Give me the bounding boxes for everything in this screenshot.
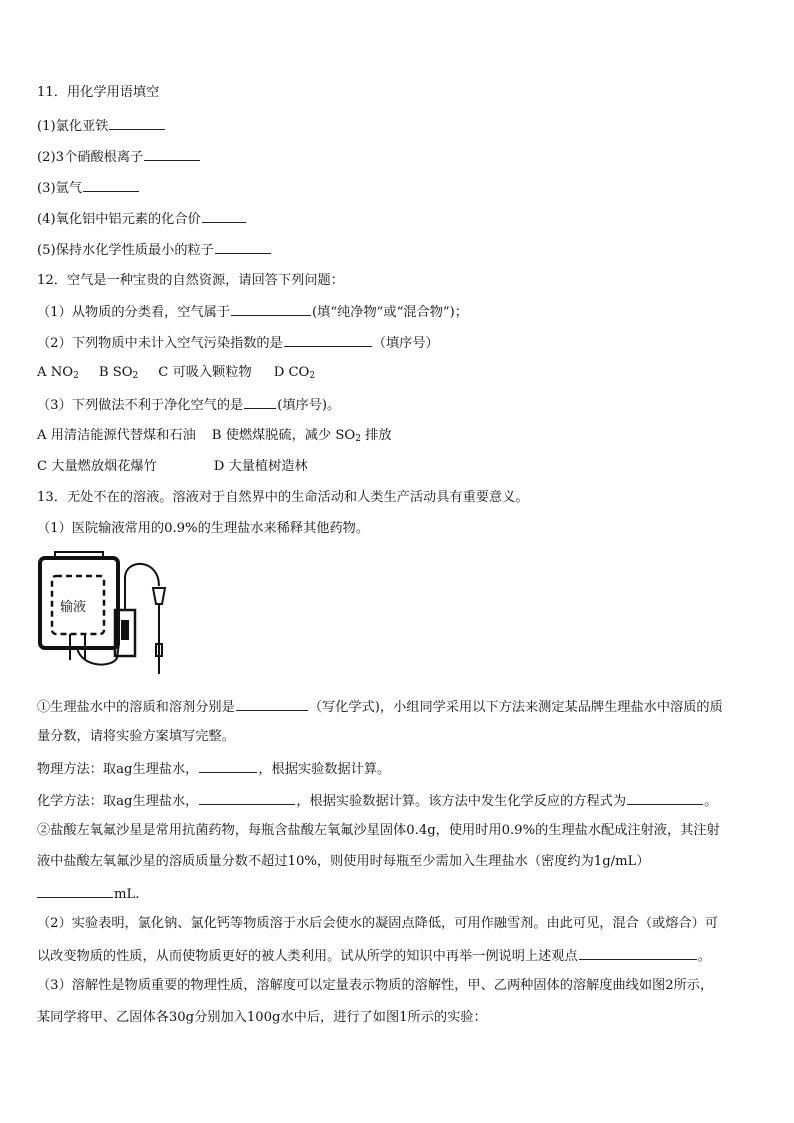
q11-item-5-text: (5)保持水化学性质最小的粒子 (37, 243, 214, 258)
q13-c2-line1: ②盐酸左氧氟沙星是常用抗菌药物，每瓶含盐酸左氧氟沙星固体0.4g，使用时用0.9%的生理盐水配成注射液，其注射 (37, 823, 720, 838)
answer-blank[interactable] (236, 697, 308, 711)
q12-p1-text: （1）从物质的分类看，空气属于 (37, 305, 231, 320)
answer-blank[interactable] (579, 946, 697, 960)
iv-line-top (125, 564, 159, 610)
subscript: 2 (73, 371, 79, 381)
iv-drip-figure (37, 548, 187, 682)
answer-blank[interactable] (231, 302, 311, 316)
physical-method-tail: ，根据实验数据计算。 (258, 762, 391, 777)
q13-part-2-line2 (37, 946, 711, 966)
answer-blank[interactable] (244, 395, 276, 409)
option-b-tail: 排放 (360, 428, 392, 443)
q11-item-4-text: (4)氧化铝中铝元素的化合价 (37, 212, 201, 227)
answer-blank[interactable] (627, 791, 703, 805)
q11-item-2 (37, 147, 201, 167)
q13-part-2-line1: （2）实验表明，氯化钠、氯化钙等物质溶于水后会使水的凝固点降低，可用作融雪剂。由此可见，混合（或熔合）可 (37, 916, 718, 931)
q12-part-2 (37, 333, 439, 353)
q13-chemical-method (37, 791, 717, 811)
q13-c2-unit: mL. (114, 887, 140, 902)
q13-p2-text: 以改变物质的性质，从而使物质更好的被人类利用。试从所学的知识中再举一例说明上述观点 (37, 949, 578, 964)
answer-blank[interactable] (199, 791, 295, 805)
q11-item-3 (37, 178, 140, 198)
needle-chamber (153, 588, 165, 604)
option-c: C 可吸入颗粒物 (158, 365, 252, 380)
chemical-method-text: 化学方法：取ag生理盐水， (37, 794, 199, 809)
physical-method-text: 物理方法：取ag生理盐水， (37, 762, 199, 777)
option-b-text: B 使燃煤脱硫，减少 SO (211, 428, 356, 443)
q13-part-3-line1: （3）溶解性是物质重要的物理性质，溶解度可以定量表示物质的溶解性，甲、乙两种固体的溶解度曲线如图2所示， (37, 978, 714, 993)
q13-c1-text: ①生理盐水中的溶质和溶剂分别是 (37, 700, 235, 715)
option-a-text: A NO (37, 365, 74, 380)
q13-c1-line1 (37, 697, 723, 717)
q11-item-5 (37, 240, 272, 260)
q13-p2-end: 。 (697, 949, 711, 964)
iv-bag-label: 输液 (60, 600, 87, 615)
q12-options (37, 364, 315, 385)
answer-blank[interactable] (215, 240, 271, 254)
answer-blank[interactable] (199, 759, 257, 773)
q13-physical-method (37, 759, 390, 779)
option-c: C 大量燃放烟花爆竹 (37, 459, 157, 474)
drip-chamber-clamp (121, 620, 129, 640)
q13-title: 13．无处不在的溶液。溶液对于自然界中的生命活动和人类生产活动具有重要意义。 (37, 490, 529, 505)
option-d (274, 365, 315, 380)
option-b (99, 365, 138, 380)
answer-blank[interactable] (37, 884, 113, 898)
q13-c2-line2: 液中盐酸左氧氟沙星的溶质质量分数不超过10%，则使用时每瓶至少需加入生理盐水（密度约为1g/mL） (37, 854, 650, 869)
q12-part-3 (37, 395, 340, 415)
q12-p1-hint: (填“纯净物”或“混合物”)； (312, 305, 468, 320)
answer-blank[interactable] (109, 116, 165, 130)
subscript: 2 (132, 371, 139, 381)
q12-part-1 (37, 302, 468, 322)
q11-item-4 (37, 209, 247, 229)
q11-item-3-text: (3)氩气 (37, 181, 83, 196)
answer-blank[interactable] (83, 178, 139, 192)
option-a: A 用清洁能源代替煤和石油 (37, 428, 196, 443)
q13-c1-line2: 量分数，请将实验方案填写完整。 (37, 729, 235, 744)
subscript: 2 (309, 371, 316, 381)
q12-options-3-row2 (37, 458, 308, 476)
option-d: D 大量植树造林 (213, 459, 308, 474)
q12-title: 12．空气是一种宝贵的自然资源，请回答下列问题： (37, 273, 344, 288)
q12-p2-hint: （填序号） (372, 336, 439, 351)
q13-c1-text-2: （写化学式)，小组同学采用以下方法来测定某品牌生理盐水中溶质的质 (308, 700, 723, 715)
subscript: 2 (355, 434, 361, 444)
q11-item-2-text: (2)3个硝酸根离子 (37, 150, 144, 165)
answer-blank[interactable] (202, 209, 246, 223)
iv-bag-diagram (37, 548, 187, 678)
q13-part-1: （1）医院输液常用的0.9%的生理盐水来稀释其他药物。 (37, 521, 370, 536)
option-a (37, 365, 79, 380)
q11-title: 11．用化学用语填空 (37, 85, 160, 100)
q12-options-3-row1 (37, 427, 392, 448)
q12-p3-text: （3）下列做法不利于净化空气的是 (37, 398, 244, 413)
chemical-method-tail: ，根据实验数据计算。该方法中发生化学反应的方程式为 (296, 794, 627, 809)
q12-p3-hint: (填序号)。 (277, 398, 341, 413)
chemical-method-end: 。 (704, 794, 718, 809)
option-d-text: D CO (273, 365, 310, 380)
q12-p2-text: （2）下列物质中未计入空气污染指数的是 (37, 336, 283, 351)
option-b-text: B SO (98, 365, 133, 380)
q11-item-1-text: (1)氯化亚铁 (37, 119, 109, 134)
answer-blank[interactable] (144, 147, 200, 161)
option-b (212, 428, 392, 443)
answer-blank[interactable] (284, 333, 372, 347)
q13-c2-line3 (37, 884, 139, 904)
q11-item-1 (37, 116, 166, 136)
q13-part-3-line2: 某同学将甲、乙固体各30g分别加入100g水中后，进行了如图1所示的实验： (37, 1010, 487, 1025)
